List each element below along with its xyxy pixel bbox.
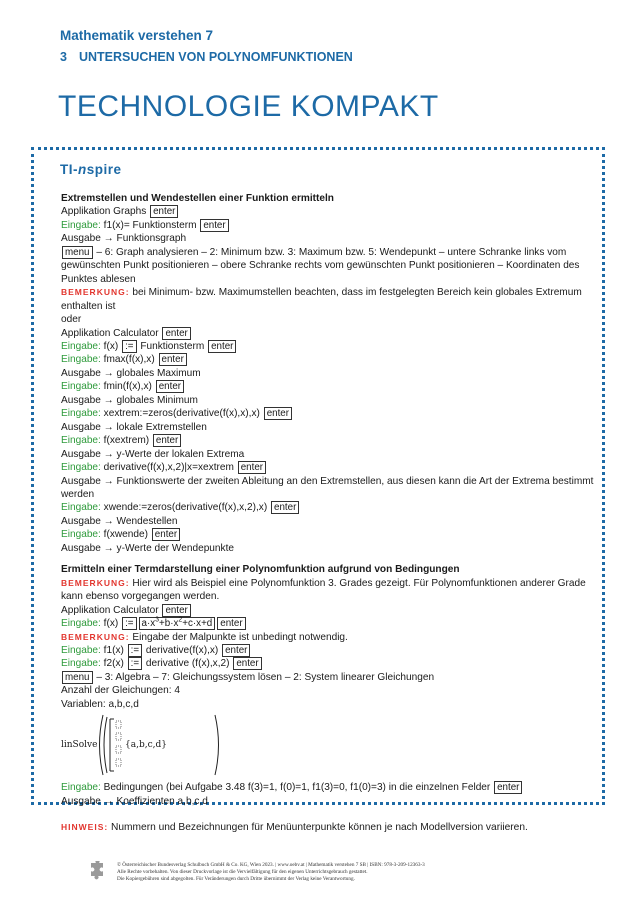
instruction-line: Eingabe: f2(x) := derivative (f(x),x,2) enter [61, 657, 601, 670]
assign-key: := [122, 340, 136, 353]
assign-key: := [128, 644, 142, 657]
copyright-footer [117, 862, 425, 884]
instruction-line: Ausgabe → lokale Extremstellen [61, 421, 207, 433]
enter-key: enter [162, 327, 190, 340]
remark: BEMERKUNG: Hier wird als Beispiel eine Polynomfunktion 3. Grades gezeigt. Für Polynomfunktionen anderer Grade kann ebenso vorgegangen werden. [61, 577, 586, 603]
instruction-line: menu – 3: Algebra – 7: Gleichungssystem lösen – 2: System linearer Gleichungen [61, 671, 601, 684]
enter-key: enter [264, 407, 292, 420]
instruction-line: Ausgabe → globales Maximum [61, 367, 201, 379]
box-heading-suffix: spire [86, 162, 122, 177]
footer-line: Die Kopiergebühren sind abgegolten. Für Veränderungen durch Dritte übernimmt der Verlag keine Verantwortung. [117, 876, 355, 883]
assign-key: := [122, 617, 136, 630]
enter-key: enter [494, 781, 522, 794]
box-heading-prefix: TI- [60, 162, 78, 177]
enter-key: enter [159, 353, 187, 366]
footer-line: Alle Rechte vorbehalten. Von dieser Druckvorlage ist die Vervielfältigung für den eigenen Unterrichtsgebrauch gestattet. [117, 869, 368, 876]
assign-key: := [128, 657, 142, 670]
hint-note [61, 822, 528, 833]
instruction-line: menu – 6: Graph analysieren – 2: Minimum bzw. 3: Maximum bzw. 5: Wendepunkt – untere Schranke links vom gewünschten Punkt positionieren – obere Schranke rechts vom gewünschten Punkt positionieren – Koordinaten des Punktes ablesen [61, 246, 580, 285]
instruction-line: Eingabe: f(xextrem) enter [61, 434, 601, 447]
enter-key: enter [208, 340, 236, 353]
instruction-line: Eingabe: Bedingungen (bei Aufgabe 3.48 f(3)=1, f(0)=1, f1(3)=0, f1(0)=3) in die einzelnen Felder enter [61, 781, 601, 794]
instruction-line: Eingabe: f(x) := Funktionsterm enter [61, 340, 601, 353]
instruction-line: Ausgabe → globales Minimum [61, 394, 198, 406]
enter-key: enter [156, 380, 184, 393]
enter-key: enter [150, 205, 178, 218]
enter-key: enter [162, 604, 190, 617]
menu-key: menu [62, 671, 93, 684]
footer-line: © Österreichischer Bundesverlag Schulbuch GmbH & Co. KG, Wien 2023. | www.oebv.at | Mathematik verstehen 7 SB | ISBN: 978-3-209-12363-3 [117, 862, 425, 868]
instruction-line: Ausgabe → y-Werte der Wendepunkte [61, 542, 234, 554]
enter-key: enter [222, 644, 250, 657]
remark: BEMERKUNG: Eingabe der Malpunkte ist unbedingt notwendig. [61, 631, 348, 643]
linsolve-template [61, 713, 601, 777]
instruction-line: Variablen: a,b,c,d [61, 698, 139, 710]
enter-key: enter [233, 657, 261, 670]
remark: BEMERKUNG: bei Minimum- bzw. Maximumstellen beachten, dass im festgelegten Bereich kein globales Extremum enthalten ist [61, 287, 582, 312]
instruction-line: Eingabe: xwende:=zeros(derivative(f(x),x,2),x) enter [61, 501, 601, 514]
instruction-line: Eingabe: fmax(f(x),x) enter [61, 353, 601, 366]
page-title: TECHNOLOGIE KOMPAKT [58, 90, 439, 123]
instruction-line: Eingabe: fmin(f(x),x) enter [61, 380, 601, 393]
instruction-line: Ausgabe → y-Werte der lokalen Extrema [61, 448, 245, 460]
menu-key: menu [62, 246, 93, 259]
box-heading [60, 162, 122, 177]
instruction-line: Eingabe: f1(x) := derivative(f(x),x) enter [61, 644, 601, 657]
instruction-line: Applikation Calculator enter [61, 604, 601, 617]
enter-key: enter [271, 501, 299, 514]
term-box: $a\cdot x^3+b\cdot x^2+c\cdot x+d$ [139, 617, 216, 630]
hint-text: Nummern und Bezeichnungen für Menüunterpunkte können je nach Modellversion variieren. [108, 822, 528, 833]
instruction-line: Applikation Graphs enter [61, 205, 601, 218]
instruction-line: Eingabe: xextrem:=zeros(derivative(f(x),x),x) enter [61, 407, 601, 420]
instruction-line: Anzahl der Gleichungen: 4 [61, 685, 180, 697]
linsolve-variables: {a,b,c,d} [125, 740, 167, 751]
book-title: Mathematik verstehen 7 [60, 28, 214, 43]
enter-key: enter [217, 617, 245, 630]
chapter-title: UNTERSUCHEN VON POLYNOMFUNKTIONEN [78, 50, 353, 64]
oder-text: oder [61, 314, 82, 326]
instruction-line: Applikation Calculator enter [61, 327, 601, 340]
instruction-line: Ausgabe → Funktionswerte der zweiten Ableitung an den Extremstellen, aus diesen kann die Art der Extrema bestimmt werden [61, 475, 594, 500]
enter-key: enter [153, 434, 181, 447]
chapter-number: 3 [60, 50, 67, 64]
hint-label: HINWEIS: [61, 822, 109, 832]
box-content [61, 192, 601, 808]
enter-key: enter [152, 528, 180, 541]
section-title-termdarstellung: Ermitteln einer Termdarstellung einer Polynomfunktion aufgrund von Bedingungen [61, 564, 460, 576]
instruction-line: Ausgabe → Funktionsgraph [61, 233, 187, 245]
instruction-line: Eingabe: f(x) := $a\cdot x^3+b\cdot x^2+c\cdot x+d$ enter [61, 617, 601, 630]
puzzle-logo-icon [88, 861, 106, 881]
box-heading-italic: n [78, 162, 87, 177]
instruction-line: Eingabe: f1(x)= Funktionsterm enter [61, 219, 601, 232]
instruction-line: Ausgabe → Koeffizienten a,b,c,d [61, 795, 208, 807]
instruction-line: Eingabe: f(xwende) enter [61, 528, 601, 541]
instruction-line: Ausgabe → Wendestellen [61, 515, 178, 527]
linsolve-label: linSolve [61, 740, 98, 751]
enter-key: enter [200, 219, 228, 232]
enter-key: enter [238, 461, 266, 474]
chapter-heading [60, 50, 353, 64]
section-title-extremstellen: Extremstellen und Wendestellen einer Funktion ermitteln [61, 193, 334, 204]
instruction-line: Eingabe: derivative(f(x),x,2)|x=xextrem enter [61, 461, 601, 474]
